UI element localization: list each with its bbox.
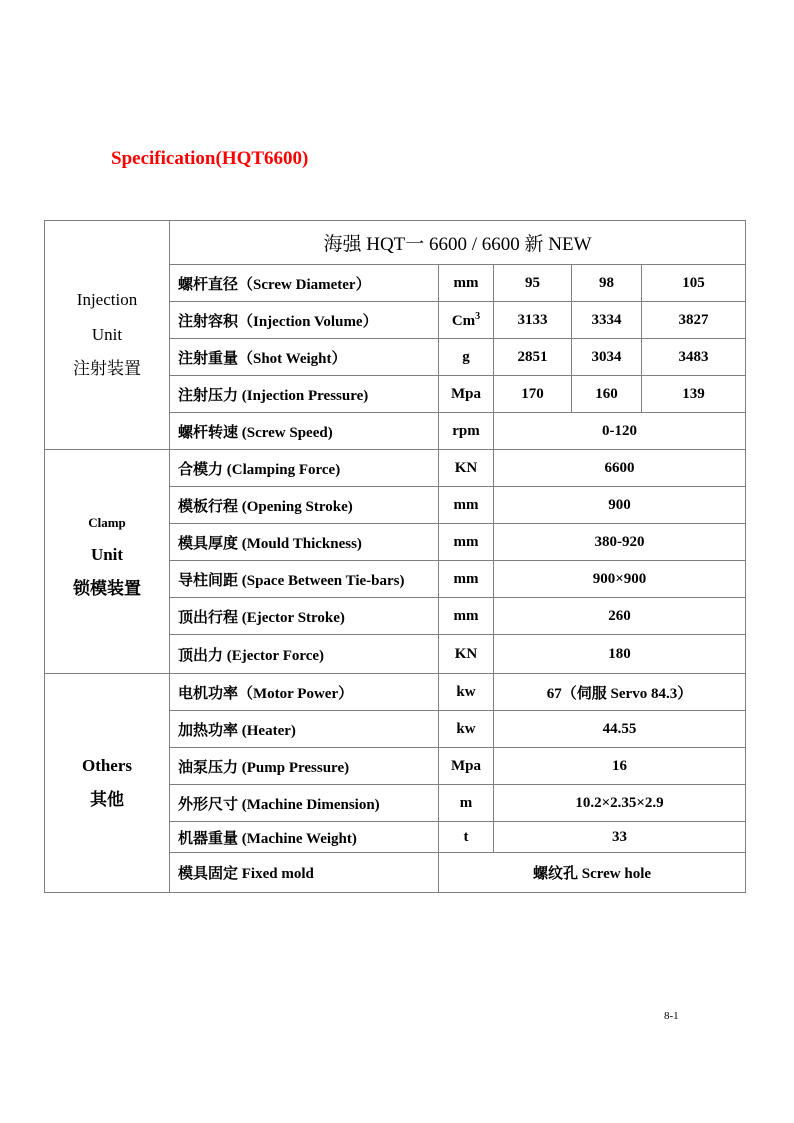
param-label: 油泵压力 (Pump Pressure) — [170, 748, 439, 785]
value-cell: 3827 — [642, 302, 746, 339]
value-cell: 380-920 — [494, 524, 746, 561]
value-cell: 3034 — [572, 339, 642, 376]
value-cell: 33 — [494, 822, 746, 853]
value-cell: 170 — [494, 376, 572, 413]
unit-cell: kw — [439, 711, 494, 748]
param-label: 机器重量 (Machine Weight) — [170, 822, 439, 853]
param-label: 外形尺寸 (Machine Dimension) — [170, 785, 439, 822]
unit-cell: Mpa — [439, 748, 494, 785]
value-cell: 98 — [572, 265, 642, 302]
value-cell: 16 — [494, 748, 746, 785]
value-cell: 105 — [642, 265, 746, 302]
param-label: 电机功率（Motor Power） — [170, 674, 439, 711]
param-label: 合模力 (Clamping Force) — [170, 450, 439, 487]
unit-cell: Cm$^3$ — [439, 302, 494, 339]
clamp-unit-label: Clamp Unit 锁模装置 — [45, 450, 170, 674]
value-cell: 180 — [494, 635, 746, 674]
others-label: Others 其他 — [45, 674, 170, 893]
value-cell: 900×900 — [494, 561, 746, 598]
unit-cell: mm — [439, 561, 494, 598]
unit-cell: mm — [439, 487, 494, 524]
param-label: 注射压力 (Injection Pressure) — [170, 376, 439, 413]
table-row — [45, 674, 746, 711]
table-row — [45, 450, 746, 487]
unit-cell: Mpa — [439, 376, 494, 413]
param-label: 顶出行程 (Ejector Stroke) — [170, 598, 439, 635]
value-cell: 10.2×2.35×2.9 — [494, 785, 746, 822]
value-cell: 44.55 — [494, 711, 746, 748]
value-cell: 0-120 — [494, 413, 746, 450]
model-header: 海强 HQT一 6600 / 6600 新 NEW — [170, 221, 746, 265]
param-label: 顶出力 (Ejector Force) — [170, 635, 439, 674]
unit-cell: m — [439, 785, 494, 822]
value-cell: 3483 — [642, 339, 746, 376]
injection-unit-label: Injection Unit 注射装置 — [45, 221, 170, 450]
param-label: 导柱间距 (Space Between Tie-bars) — [170, 561, 439, 598]
unit-cell: mm — [439, 598, 494, 635]
value-cell: 6600 — [494, 450, 746, 487]
specification-table — [44, 220, 746, 893]
value-cell: 螺纹孔 Screw hole — [439, 853, 746, 893]
param-label: 模具固定 Fixed mold — [170, 853, 439, 893]
param-label: 模板行程 (Opening Stroke) — [170, 487, 439, 524]
unit-cell: mm — [439, 265, 494, 302]
value-cell: 3334 — [572, 302, 642, 339]
param-label: 注射重量（Shot Weight） — [170, 339, 439, 376]
value-cell: 67（伺服 Servo 84.3） — [494, 674, 746, 711]
unit-cell: g — [439, 339, 494, 376]
param-label: 注射容积（Injection Volume） — [170, 302, 439, 339]
page-title: Specification(HQT6600) — [111, 148, 309, 169]
param-label: 螺杆转速 (Screw Speed) — [170, 413, 439, 450]
value-cell: 3133 — [494, 302, 572, 339]
unit-cell: mm — [439, 524, 494, 561]
value-cell: 95 — [494, 265, 572, 302]
value-cell: 2851 — [494, 339, 572, 376]
value-cell: 160 — [572, 376, 642, 413]
param-label: 螺杆直径（Screw Diameter） — [170, 265, 439, 302]
param-label: 模具厚度 (Mould Thickness) — [170, 524, 439, 561]
value-cell: 139 — [642, 376, 746, 413]
value-cell: 260 — [494, 598, 746, 635]
unit-cell: kw — [439, 674, 494, 711]
unit-cell: KN — [439, 450, 494, 487]
page-number: 8-1 — [664, 1010, 679, 1022]
unit-cell: rpm — [439, 413, 494, 450]
unit-cell: KN — [439, 635, 494, 674]
param-label: 加热功率 (Heater) — [170, 711, 439, 748]
unit-cell: t — [439, 822, 494, 853]
value-cell: 900 — [494, 487, 746, 524]
